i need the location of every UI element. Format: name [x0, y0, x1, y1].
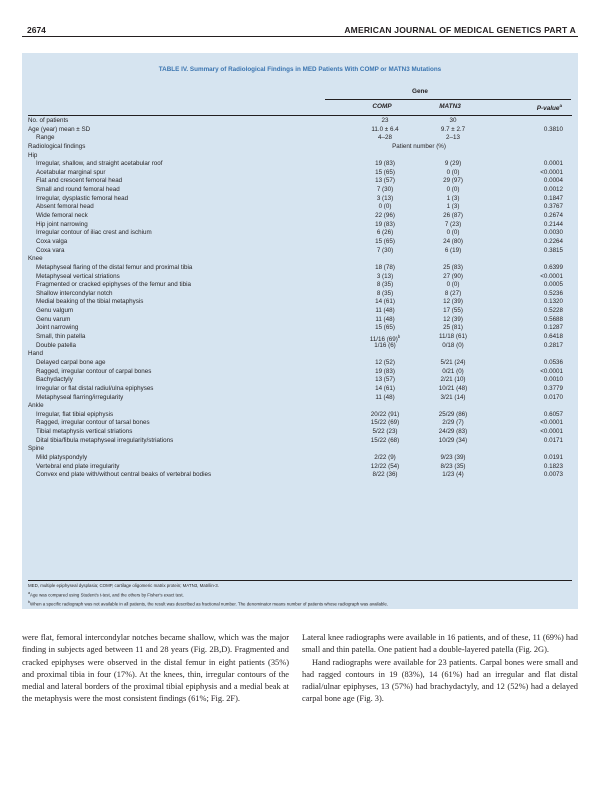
row-label: Knee — [28, 255, 43, 263]
cell-p-value: 0.0170 — [543, 393, 563, 401]
table-row — [28, 350, 572, 359]
row-label: Convex end plate with/without central beaks of vertebral bodies — [36, 471, 212, 479]
table-row — [28, 160, 572, 169]
row-label: Joint narrowing — [36, 324, 79, 332]
cell-comp: 20/22 (91) — [370, 410, 400, 418]
cell-matn3: 10/29 (34) — [438, 436, 468, 444]
cell-p-value: 0.5688 — [543, 315, 563, 323]
body-paragraph: Lateral knee radiographs were available in 16 patients, and of these, 11 (69%) had small and thin patella. One patient had a double-layered patella (Fig. 2G). — [302, 633, 578, 655]
cell-matn3: 11/18 (61) — [438, 333, 468, 341]
cell-p-value: 0.2264 — [543, 237, 563, 245]
cell-comp: 15 (65) — [375, 168, 395, 176]
cell-matn3: 2/29 (7) — [442, 419, 464, 427]
cell-p-value: <0.0001 — [540, 168, 563, 176]
cell-comp: 19 (83) — [375, 367, 395, 375]
column-header-p-value: P-value$^a$ — [536, 103, 562, 113]
cell-p-value: <0.0001 — [540, 419, 563, 427]
table-row — [28, 177, 572, 186]
page-number: 2674 — [27, 25, 46, 35]
table-row — [28, 307, 572, 316]
row-label: Irregular, flat tibial epiphysis — [36, 410, 114, 418]
row-label: Coxa valga — [36, 237, 68, 245]
table-row — [28, 195, 572, 204]
row-label: Absent femoral head — [36, 203, 94, 211]
cell-matn3: 12 (39) — [443, 315, 463, 323]
row-label: Dital tibia/fibula metaphyseal irregularity/striations — [36, 436, 174, 444]
table-row — [28, 117, 572, 126]
row-label: Fragmented or cracked epiphyses of the femur and tibia — [36, 281, 191, 289]
cell-matn3: 0/18 (0) — [442, 341, 464, 349]
cell-comp: 11 (48) — [375, 393, 395, 401]
table-row — [28, 255, 572, 264]
row-label: Medial beaking of the tibial metaphysis — [36, 298, 144, 306]
row-label: Bachydactyly — [36, 376, 73, 384]
cell-comp: 15/22 (69) — [370, 419, 400, 427]
row-label: Hip joint narrowing — [36, 220, 88, 228]
cell-p-value: 0.3767 — [543, 203, 563, 211]
cell-matn3: 30 — [449, 117, 457, 124]
footnote-b: $^b$When a specific radiograph was not available in all patients, the result was described as fractional number. The denominator means number of patients whose radiograph was available. — [28, 600, 389, 607]
cell-matn3: 0 (0) — [446, 281, 460, 289]
cell-p-value: 0.0005 — [543, 281, 563, 289]
table-row — [28, 247, 572, 256]
gene-header: Gene — [412, 88, 428, 95]
cell-p-value: 0.2144 — [543, 220, 563, 228]
table-bottom-rule — [28, 580, 572, 581]
cell-p-value: 0.0004 — [543, 177, 563, 185]
cell-p-value: 0.3815 — [543, 246, 563, 254]
cell-comp: 2/22 (9) — [374, 453, 396, 461]
cell-p-value: 0.5236 — [543, 289, 563, 297]
cell-matn3: 1 (3) — [446, 203, 460, 211]
table-row — [28, 316, 572, 325]
table-row — [28, 186, 572, 195]
row-label: Spine — [28, 445, 44, 453]
table-row — [28, 402, 572, 411]
row-label: Hip — [28, 151, 38, 159]
cell-matn3: 26 (87) — [443, 212, 463, 220]
table-row — [28, 126, 572, 135]
cell-matn3: 24 (80) — [443, 237, 463, 245]
cell-comp: 1/16 (6) — [374, 341, 396, 349]
cell-comp: 3 (13) — [376, 272, 394, 280]
table-row — [28, 394, 572, 403]
cell-comp: 19 (83) — [375, 220, 395, 228]
column-header-comp: COMP — [372, 103, 392, 110]
row-label: Age (year) mean ± SD — [28, 125, 91, 133]
cell-matn3: 24/29 (83) — [438, 428, 468, 436]
cell-p-value: 0.3810 — [543, 125, 563, 133]
body-column-right — [302, 632, 578, 706]
cell-p-value: <0.0001 — [540, 428, 563, 436]
table-row — [28, 152, 572, 161]
cell-comp: 0 (0) — [378, 203, 392, 211]
row-label: Hand — [28, 350, 43, 358]
cell-comp: 14 (61) — [375, 384, 395, 392]
cell-comp: 23 — [381, 117, 389, 124]
cell-matn3: 27 (90) — [443, 272, 463, 280]
cell-p-value: 0.1847 — [543, 194, 563, 202]
footnote-a: $^a$Age was compared using Student's t-test, and the others by Fisher's exact test. — [28, 590, 184, 598]
row-label: Ragged, irregular contour of carpal bones — [36, 367, 152, 375]
cell-p-value: 0.0030 — [543, 229, 563, 237]
table-row — [28, 471, 572, 480]
cell-p-value: <0.0001 — [540, 272, 563, 280]
cell-matn3: 17 (55) — [443, 307, 463, 315]
cell-p-value: 0.0012 — [543, 186, 563, 194]
row-label: Metaphyseal vertical striations — [36, 272, 120, 280]
cell-p-value: 0.5228 — [543, 307, 563, 315]
cell-matn3: 29 (97) — [443, 177, 463, 185]
cell-p-value: <0.0001 — [540, 367, 563, 375]
cell-p-value: 0.0171 — [543, 436, 563, 444]
cell-matn3: 0 (0) — [446, 186, 460, 194]
table-row — [28, 376, 572, 385]
cell-p-value: 0.1287 — [543, 324, 563, 332]
table-footnotes — [28, 583, 572, 608]
cell-matn3: 25 (81) — [443, 324, 463, 332]
row-label: Genu varum — [36, 315, 71, 323]
cell-matn3: 9.7 ± 2.7 — [440, 125, 466, 133]
row-label: Irregular, dysplastic femoral head — [36, 194, 129, 202]
table-row — [28, 229, 572, 238]
row-label: Irregular or flat distal radiul/ulna epiphyses — [36, 384, 154, 392]
journal-title: AMERICAN JOURNAL OF MEDICAL GENETICS PART A — [344, 25, 576, 35]
row-label: Small, thin patella — [36, 333, 86, 341]
table-row — [28, 342, 572, 351]
cell-p-value: 0.6057 — [543, 410, 563, 418]
cell-p-value: 0.2674 — [543, 212, 563, 220]
table-row — [28, 221, 572, 230]
body-column-left — [22, 632, 289, 706]
table-row — [28, 134, 572, 143]
header-rule — [22, 36, 578, 37]
row-label: Ragged, irregular contour of tarsal bones — [36, 419, 150, 427]
cell-comp: 13 (57) — [375, 376, 395, 384]
table-row — [28, 203, 572, 212]
cell-comp: 4–28 — [378, 134, 392, 142]
table-row — [28, 454, 572, 463]
cell-matn3: 1 (3) — [446, 194, 460, 202]
cell-matn3: 0 (0) — [446, 229, 460, 237]
cell-comp: 6 (26) — [376, 229, 394, 237]
table-row — [28, 238, 572, 247]
cell-comp: 8/22 (36) — [372, 471, 398, 479]
row-label: Shallow intercondylar notch — [36, 289, 113, 297]
cell-matn3: 0 (0) — [446, 168, 460, 176]
cell-comp: 14 (61) — [375, 298, 395, 306]
cell-comp: 12/22 (54) — [370, 462, 400, 470]
row-label: Flat and crescent femoral head — [36, 177, 123, 185]
table-caption: TABLE IV. Summary of Radiological Findings in MED Patients With COMP or MATN3 Mutations — [158, 66, 442, 73]
cell-comp: 15 (65) — [375, 324, 395, 332]
row-label: Wide femoral neck — [36, 212, 88, 220]
cell-p-value: 0.0073 — [543, 471, 563, 479]
cell-comp: 11 (48) — [375, 315, 395, 323]
table-row — [28, 437, 572, 446]
row-label: Ankle — [28, 402, 44, 410]
cell-p-value: 0.3779 — [543, 384, 563, 392]
cell-comp: 12 (52) — [375, 358, 395, 366]
cell-comp: 22 (96) — [375, 212, 395, 220]
column-header-matn3: MATN3 — [439, 103, 461, 110]
table-row — [28, 273, 572, 282]
table-row — [28, 333, 572, 342]
row-label: Metaphyseal flarring/irregularity — [36, 393, 124, 401]
row-label: Coxa vara — [36, 246, 65, 254]
cell-p-value: 0.0536 — [543, 358, 563, 366]
row-label: Metaphyseal flaring of the distal femur and proximal tibia — [36, 263, 193, 271]
cell-matn3: 10/21 (48) — [438, 384, 468, 392]
cell-p-value: 0.1823 — [543, 462, 563, 470]
footnote-abbreviations: MED, multiple epiphyseal dysplasia; COMP, cartilage oligomeric matrix protein; MATN3, Matrilin-3. — [28, 583, 219, 588]
cell-matn3: 8 (27) — [444, 289, 462, 297]
row-label: Range — [36, 134, 55, 142]
table-row — [28, 298, 572, 307]
row-label: No. of patients — [28, 117, 69, 124]
cell-matn3: 5/21 (24) — [440, 358, 466, 366]
row-label: Tibial metaphysis vertical striations — [36, 428, 133, 436]
cell-comp: 8 (35) — [376, 289, 394, 297]
cell-matn3: 1/23 (4) — [442, 471, 464, 479]
table-body — [28, 117, 572, 480]
table-row — [28, 212, 572, 221]
table-row — [28, 368, 572, 377]
body-paragraph: Hand radiographs were available for 23 patients. Carpal bones were small and had ragged contours in 19 (83%), 14 (61%) had an irregular and flat distal radial/ulnar epiphyses, 13 (57%) had brachydactyly, and 12 (52%) had a delayed carpal bone age (Fig. 3). — [302, 657, 578, 704]
cell-comp: 11.0 ± 6.4 — [371, 125, 399, 133]
row-label: Irregular contour of iliac crest and ischium — [36, 229, 152, 237]
table-row — [28, 281, 572, 290]
cell-comp: 18 (78) — [375, 263, 395, 271]
table-row — [28, 445, 572, 454]
table-iv — [22, 53, 578, 609]
cell-comp: 15 (65) — [375, 237, 395, 245]
table-row — [28, 169, 572, 178]
cell-comp: 7 (30) — [376, 246, 394, 254]
row-label: Double patella — [36, 341, 76, 349]
cell-matn3: 9/23 (39) — [440, 453, 466, 461]
cell-p-value: 0.6399 — [543, 263, 563, 271]
row-label: Small and round femoral head — [36, 186, 120, 194]
cell-p-value: 0.6418 — [543, 333, 563, 341]
cell-p-value: 0.1320 — [543, 298, 563, 306]
gene-rule — [325, 99, 571, 100]
cell-comp: 15/22 (68) — [370, 436, 400, 444]
table-row — [28, 264, 572, 273]
cell-comp: 11/16 $(69)^b$ — [369, 334, 401, 344]
row-label: Delayed carpal bone age — [36, 358, 106, 366]
cell-matn3: 7 (23) — [444, 220, 462, 228]
cell-p-value: 0.0191 — [543, 453, 563, 461]
row-label: Radiological findings — [28, 142, 86, 150]
table-row — [28, 143, 572, 152]
cell-matn3: 8/23 (35) — [440, 462, 466, 470]
cell-comp: 13 (57) — [375, 177, 395, 185]
cell-matn3: 2/21 (10) — [440, 376, 466, 384]
cell-comp: 19 (83) — [375, 160, 395, 168]
cell-matn3: 0/21 (0) — [442, 367, 464, 375]
row-span-label: Patient number (%) — [392, 142, 446, 150]
cell-matn3: 9 (29) — [444, 160, 462, 168]
cell-comp: 7 (30) — [376, 186, 394, 194]
row-label: Vertebral end plate irregularity — [36, 462, 120, 470]
cell-comp: 3 (13) — [376, 194, 394, 202]
cell-matn3: 25 (83) — [443, 263, 463, 271]
cell-comp: 11 (48) — [375, 307, 395, 315]
table-row — [28, 428, 572, 437]
table-top-rule — [28, 115, 572, 116]
cell-matn3: 12 (39) — [443, 298, 463, 306]
table-row — [28, 324, 572, 333]
table-row — [28, 359, 572, 368]
row-label: Mild platyspondyly — [36, 453, 88, 461]
cell-comp: 5/22 (23) — [372, 428, 398, 436]
table-row — [28, 463, 572, 472]
cell-matn3: 2–13 — [446, 134, 460, 142]
cell-matn3: 25/29 (86) — [438, 410, 468, 418]
cell-p-value: 0.0001 — [543, 160, 563, 168]
row-label: Irregular, shallow, and straight acetabular roof — [36, 160, 163, 168]
table-row — [28, 385, 572, 394]
row-label: Acetabular marginal spur — [36, 168, 106, 176]
cell-p-value: 0.2817 — [543, 341, 563, 349]
cell-matn3: 6 (19) — [444, 246, 462, 254]
cell-matn3: 3/21 (14) — [440, 393, 466, 401]
table-row — [28, 411, 572, 420]
row-label: Genu valgum — [36, 307, 74, 315]
cell-comp: 8 (35) — [376, 281, 394, 289]
table-row — [28, 419, 572, 428]
table-row — [28, 290, 572, 299]
body-paragraph: were flat, femoral intercondylar notches became shallow, which was the major finding in subjects aged between 11 and 28 years (Fig. 2B,D). Fragmented and cracked epiphyses were observed in the distal femur in eight patients (35%) and proximal tibia in four (17%). At the knees, thin, irregular contours of the medial and lateral borders of the proximal tibial epiphysis and a medial beak at the metaphysis were the most consistent findings (61%; Fig. 2F). — [22, 633, 289, 704]
cell-p-value: 0.0010 — [543, 376, 563, 384]
